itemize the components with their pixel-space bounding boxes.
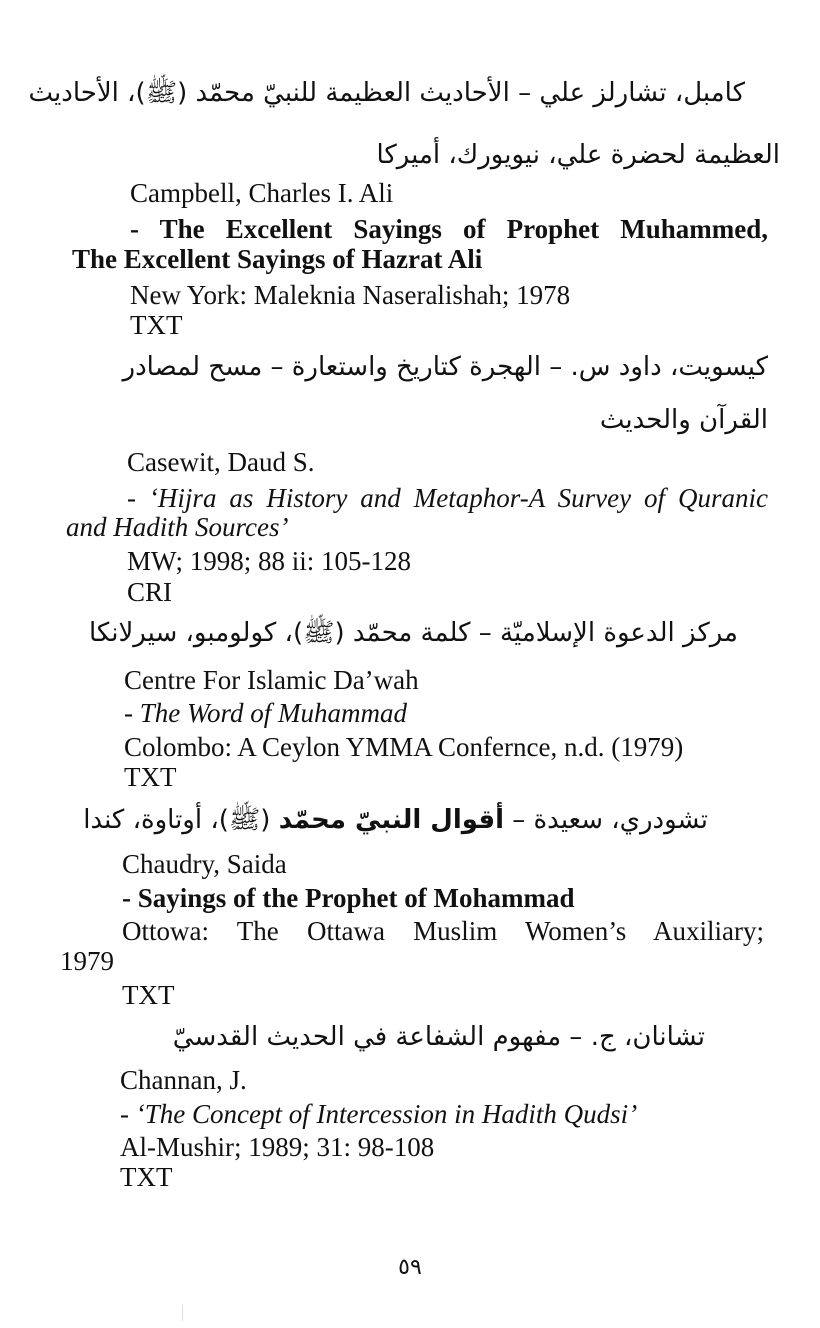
publication-info: Al-Mushir; 1989; 31: 98-108: [120, 1132, 435, 1162]
work-title: - ‘The Concept of Intercession in Hadith Qudsi’: [120, 1099, 638, 1129]
source-code: TXT: [130, 310, 183, 340]
publication-info: Colombo: A Ceylon YMMA Confernce, n.d. (1979): [124, 732, 684, 762]
publication-info-continued: 1979: [60, 946, 114, 976]
arabic-line: مركز الدعوة الإسلاميّة – كلمة محمّد (ﷺ)، كولومبو، سيرلانكا: [88, 618, 738, 648]
author-name: Channan, J.: [120, 1065, 247, 1095]
page-number: ٥٩: [398, 1255, 422, 1280]
arabic-line-part: (ﷺ)، أوتاوة، كندا: [83, 805, 279, 835]
work-title-continued: and Hadith Sources’: [66, 512, 289, 542]
work-title: - Sayings of the Prophet of Mohammad: [122, 883, 575, 913]
source-code: TXT: [120, 1162, 173, 1192]
work-title: - ‘Hijra as History and Metaphor-A Survey of Quranic: [127, 483, 768, 513]
author-name: Casewit, Daud S.: [127, 447, 315, 477]
author-name: Chaudry, Saida: [122, 849, 287, 879]
arabic-line: القرآن والحديث: [599, 405, 768, 435]
work-title: - The Word of Muhammad: [124, 698, 407, 728]
arabic-title-bold: أقوال النبيّ محمّد: [278, 805, 505, 835]
arabic-line: العظيمة لحضرة علي، نيويورك، أميركا: [376, 140, 780, 170]
author-name: Campbell, Charles I. Ali: [130, 178, 394, 208]
arabic-line: تشانان، ج. – مفهوم الشفاعة في الحديث القدسيّ: [172, 1022, 705, 1052]
author-name: Centre For Islamic Da’wah: [124, 665, 419, 695]
work-title: - The Excellent Sayings of Prophet Muhammed,: [130, 214, 768, 244]
scan-mark: [182, 1305, 183, 1321]
arabic-line: [60, 805, 708, 835]
arabic-line-part: تشودري، سعيدة –: [504, 805, 708, 835]
work-title-continued: The Excellent Sayings of Hazrat Ali: [72, 244, 483, 274]
publication-info: Ottowa: The Ottawa Muslim Women’s Auxiliary;: [122, 916, 764, 946]
arabic-line: كيسويت، داود س. – الهجرة كتاريخ واستعارة – مسح لمصادر: [122, 352, 768, 382]
source-code: TXT: [124, 762, 177, 792]
arabic-line: كامبل، تشارلز علي – الأحاديث العظيمة للنبيّ محمّد (ﷺ)، الأحاديث: [28, 78, 745, 108]
source-code: TXT: [122, 980, 175, 1010]
publication-info: New York: Maleknia Naseralishah; 1978: [130, 280, 571, 310]
publication-info: MW; 1998; 88 ii: 105-128: [127, 546, 411, 576]
source-code: CRI: [127, 577, 173, 607]
